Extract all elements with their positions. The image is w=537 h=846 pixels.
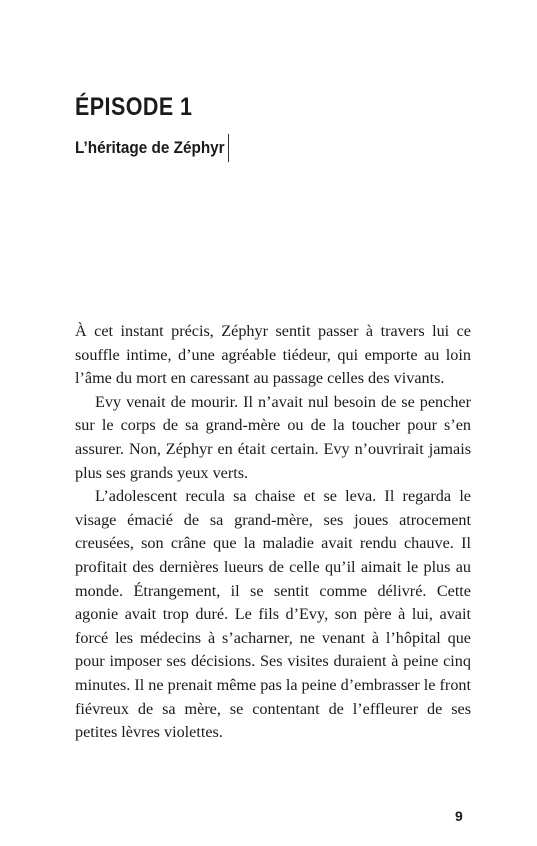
page-number: 9 [455,808,463,824]
episode-title: ÉPISODE 1 [75,93,193,121]
paragraph-3: L’adolescent recula sa chaise et se leva. Il regarda le visage émacié de sa grand-mère, ses joues atrocement creusées, son crâne que la maladie avait rendu chauve. Il profitait des dernières lueurs de celle qu’il aimait le plus au monde. Étrangement, il se sentit comme délivré. Cette agonie avait trop duré. Le fils d’Evy, son père à lui, avait forcé les médecins à s’acharner, ne venant à l’hôpital que pour imposer ses décisions. Ses visites duraient à peine cinq minutes. Il ne prenait même pas la peine d’embrasser le front fiévreux de sa mère, se contentant de l’effleurer de ses petites lèvres violettes. [75,487,472,742]
body-text [75,320,471,745]
paragraph-2: Evy venait de mourir. Il n’avait nul besoin de se pencher sur le corps de sa grand-mère ou de la toucher pour s’en assurer. Non, Zéphyr en était certain. Evy n’ouvrirait jamais plus ses grands yeux verts. [75,392,471,482]
episode-subtitle: L’héritage de Zéphyr [75,134,229,162]
paragraph-1: À cet instant précis, Zéphyr sentit passer à travers lui ce souffle intime, d’une agréable tiédeur, qui emporte au loin l’âme du mort en caressant au passage celles des vivants. [75,322,471,388]
